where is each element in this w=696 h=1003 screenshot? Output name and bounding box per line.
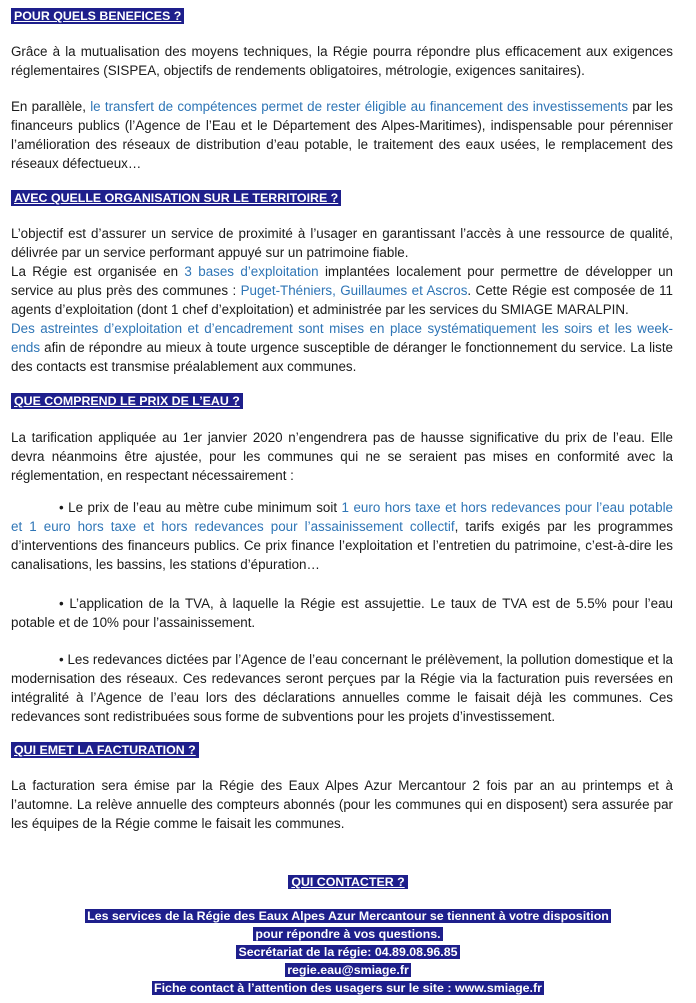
heading-organisation: AVEC QUELLE ORGANISATION SUR LE TERRITOIRE ? [11,190,341,206]
bullet-price-1: • Le prix de l’eau au mètre cube minimum soit 1 euro hors taxe et hors redevances pour l’eau potable et 1 euro hors taxe et hors redevances pour l’assainissement collectif, tarifs exigés par les programmes d’interventions des financeurs publics. Ce prix finance l’exploitation et l’entretien du patrimoine, c’est-à-dire les canalisations, les bassins, les stations d’épuration… [11,500,673,572]
contact-email[interactable]: regie.eau@smiage.fr [287,963,409,977]
contact-line-2: pour répondre à vos questions. [255,927,441,941]
paragraph-benefits-2: En parallèle, le transfert de compétences permet de rester éligible au financement des investissements par les financeurs publics (l’Agence de l’Eau et le Département des Alpes-Maritimes), indispensable pour pérenniser l’amélioration des réseaux de distribution d’eau potable, le traitement des eaux usées, le remplacement des réseaux défectueux… [11,99,673,171]
highlight-bases: 3 bases d’exploitation [184,264,319,279]
paragraph-organisation-2: La Régie est organisée en 3 bases d’exploitation implantées localement pour permettre de développer un service au plus près des communes : Puget-Théniers, Guillaumes et Ascros. Cette Régie est composée de 11 agents d’exploitation (dont 1 chef d’exploitation) et administrée par les services du SMIAGE MARALPIN. [11,264,673,317]
paragraph-billing: La facturation sera émise par la Régie des Eaux Alpes Azur Mercantour 2 fois par an au printemps et à l’automne. La relève annuelle des compteurs abonnés (pour les communes qui en disposent) sera assurée par les équipes de la Régie comme le faisait les communes. [11,778,673,831]
paragraph-benefits-1: Grâce à la mutualisation des moyens techniques, la Régie pourra répondre plus efficacement aux exigences réglementaires (SISPEA, objectifs de rendements obligatoires, métrologie, exigences sanitaires). [11,44,673,78]
highlight-towns: Puget-Théniers, Guillaumes et Ascros [240,283,468,298]
heading-billing: QUI EMET LA FACTURATION ? [11,742,199,758]
paragraph-organisation-3: Des astreintes d’exploitation et d’encadrement sont mises en place systématiquement les soirs et les week-ends afin de répondre au mieux à toute urgence susceptible de déranger le fonctionnement du service. La liste des contacts est transmise préalablement aux communes. [11,321,673,374]
paragraph-organisation-1: L’objectif est d’assurer un service de proximité à l’usager en garantissant l’accès à une ressource de qualité, délivrée par un service performant appuyé sur un patrimoine fiable. [11,226,673,260]
heading-contact: QUI CONTACTER ? [288,875,407,889]
contact-block [0,907,696,997]
heading-price: QUE COMPREND LE PRIX DE L’EAU ? [11,393,243,409]
contact-line-1: Les services de la Régie des Eaux Alpes Azur Mercantour se tiennent à votre disposition [87,909,609,923]
contact-phone: Secrétariat de la régie: 04.89.08.96.85 [238,945,458,959]
heading-contact-wrapper [0,873,696,891]
highlight-price-minimum: 1 euro hors taxe et hors redevances pour l’eau potable et 1 euro hors taxe et hors redevances pour l’assainissement collectif [11,500,673,534]
heading-benefits: POUR QUELS BENEFICES ? [11,8,184,24]
highlight-transfer: le transfert de compétences permet de rester éligible au financement des investissements [90,99,629,114]
paragraph-price-intro: La tarification appliquée au 1er janvier 2020 n’engendrera pas de hausse significative du prix de l’eau. Elle devra néanmoins être ajustée, pour les communes qui ne se seraient pas mises en conformité avec la réglementation, en respectant nécessairement : [11,430,673,483]
bullet-price-2: • L’application de la TVA, à laquelle la Régie est assujettie. Le taux de TVA est de 5.5% pour l’eau potable et de 10% pour l’assainissement. [11,596,673,630]
bullet-price-3: • Les redevances dictées par l’Agence de l’eau concernant le prélèvement, la pollution domestique et la modernisation des réseaux. Ces redevances seront perçues par la Régie via la facturation puis reversées en intégralité à l’Agence de l’eau lors des déclarations annuelles comme le faisait déjà les communes. Ces redevances sont redistribuées sous forme de subventions pour les projets d’investissement. [11,652,673,724]
highlight-oncall: Des astreintes d’exploitation et d’encadrement sont mises en place systématiquement les soirs et les week-ends [11,321,673,355]
contact-website[interactable]: Fiche contact à l’attention des usagers sur le site : www.smiage.fr [154,981,542,995]
